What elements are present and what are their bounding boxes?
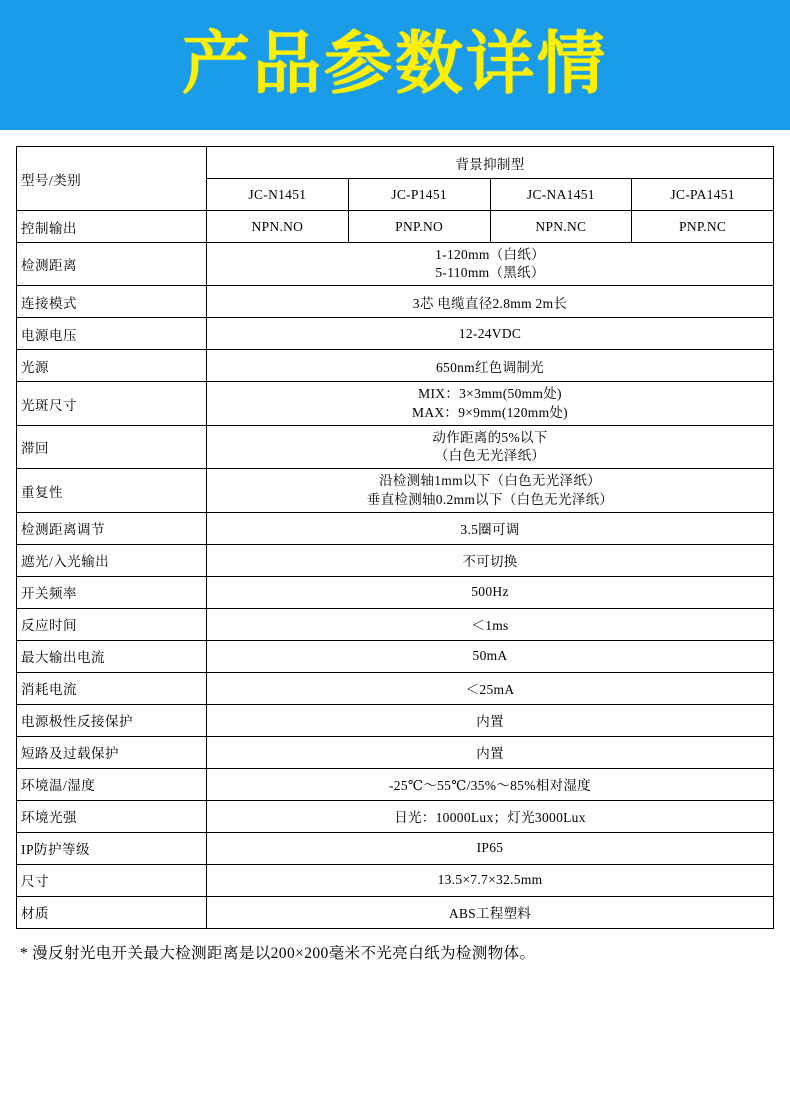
table-row: [17, 350, 774, 382]
row-value-light-source: 650nm红色调制光: [207, 350, 774, 382]
table-row: [17, 608, 774, 640]
row-label-spot-size: 光斑尺寸: [17, 382, 207, 425]
row-label-detect-distance: 检测距离: [17, 243, 207, 286]
table-row-category: [17, 147, 774, 179]
row-value-spot-size: MIX：3×3mm(50mm处) MAX：9×9mm(120mm处): [207, 382, 774, 425]
cell-control-output-4: PNP.NC: [632, 211, 774, 243]
cell-model-1: JC-N1451: [207, 179, 349, 211]
spec-table-body: [17, 147, 774, 929]
row-label-light-source: 光源: [17, 350, 207, 382]
row-label-consumption-current: 消耗电流: [17, 672, 207, 704]
row-label-output-mode: 遮光/入光输出: [17, 544, 207, 576]
table-row: [17, 469, 774, 512]
row-value-connection: 3芯 电缆直径2.8mm 2m长: [207, 286, 774, 318]
row-label-dimensions: 尺寸: [17, 864, 207, 896]
row-value-ip-rating: IP65: [207, 832, 774, 864]
row-label-voltage: 电源电压: [17, 318, 207, 350]
cell-control-output-3: NPN.NC: [490, 211, 632, 243]
table-row: [17, 736, 774, 768]
footnote-text: 漫反射光电开关最大检测距离是以200×200毫米不光亮白纸为检测物体。: [32, 944, 536, 962]
row-label-response-time: 反应时间: [17, 608, 207, 640]
table-row: [17, 640, 774, 672]
row-label-distance-adjust: 检测距离调节: [17, 512, 207, 544]
row-label-switch-frequency: 开关频率: [17, 576, 207, 608]
table-row: [17, 704, 774, 736]
row-label-reverse-polarity-protection: 电源极性反接保护: [17, 704, 207, 736]
row-label-short-circuit-protection: 短路及过载保护: [17, 736, 207, 768]
table-row: [17, 286, 774, 318]
cell-control-output-1: NPN.NO: [207, 211, 349, 243]
table-row: [17, 672, 774, 704]
table-row: [17, 576, 774, 608]
table-row: [17, 544, 774, 576]
row-value-temp-humidity: -25℃～55℃/35%～85%相对湿度: [207, 768, 774, 800]
spec-sheet: [0, 130, 790, 1099]
row-value-dimensions: 13.5×7.7×32.5mm: [207, 864, 774, 896]
row-label-model: 型号/类别: [17, 147, 207, 211]
row-label-ip-rating: IP防护等级: [17, 832, 207, 864]
row-value-ambient-light: 日光：10000Lux；灯光3000Lux: [207, 800, 774, 832]
row-value-material: ABS工程塑料: [207, 896, 774, 928]
row-label-material: 材质: [17, 896, 207, 928]
table-row: [17, 800, 774, 832]
cell-model-2: JC-P1451: [348, 179, 490, 211]
row-label-control-output: 控制输出: [17, 211, 207, 243]
table-row: [17, 896, 774, 928]
row-value-response-time: ＜1ms: [207, 608, 774, 640]
row-label-ambient-light: 环境光强: [17, 800, 207, 832]
row-label-max-output-current: 最大输出电流: [17, 640, 207, 672]
table-row: [17, 768, 774, 800]
row-value-detect-distance: 1-120mm（白纸） 5-110mm（黑纸）: [207, 243, 774, 286]
page-banner: [0, 0, 790, 130]
footnote-star: *: [20, 944, 29, 962]
row-value-output-mode: 不可切换: [207, 544, 774, 576]
table-row: [17, 382, 774, 425]
row-label-repeatability: 重复性: [17, 469, 207, 512]
row-value-reverse-polarity-protection: 内置: [207, 704, 774, 736]
table-row-control-output: [17, 211, 774, 243]
row-label-connection: 连接模式: [17, 286, 207, 318]
cell-category-header: 背景抑制型: [207, 147, 774, 179]
spec-table: [16, 146, 774, 929]
cell-model-3: JC-NA1451: [490, 179, 632, 211]
row-value-repeatability: 沿检测轴1mm以下（白色无光泽纸） 垂直检测轴0.2mm以下（白色无光泽纸）: [207, 469, 774, 512]
table-row: [17, 832, 774, 864]
cell-control-output-2: PNP.NO: [348, 211, 490, 243]
footnote: [16, 941, 774, 963]
row-label-hysteresis: 滞回: [17, 425, 207, 468]
row-value-switch-frequency: 500Hz: [207, 576, 774, 608]
table-row: [17, 512, 774, 544]
row-value-short-circuit-protection: 内置: [207, 736, 774, 768]
row-value-distance-adjust: 3.5圈可调: [207, 512, 774, 544]
row-value-consumption-current: ＜25mA: [207, 672, 774, 704]
page-title: 产品参数详情: [181, 25, 608, 104]
row-value-voltage: 12-24VDC: [207, 318, 774, 350]
row-value-hysteresis: 动作距离的5%以下 （白色无光泽纸）: [207, 425, 774, 468]
table-row: [17, 425, 774, 468]
cell-model-4: JC-PA1451: [632, 179, 774, 211]
table-row: [17, 318, 774, 350]
row-value-max-output-current: 50mA: [207, 640, 774, 672]
table-row: [17, 243, 774, 286]
row-label-temp-humidity: 环境温/湿度: [17, 768, 207, 800]
table-row: [17, 864, 774, 896]
